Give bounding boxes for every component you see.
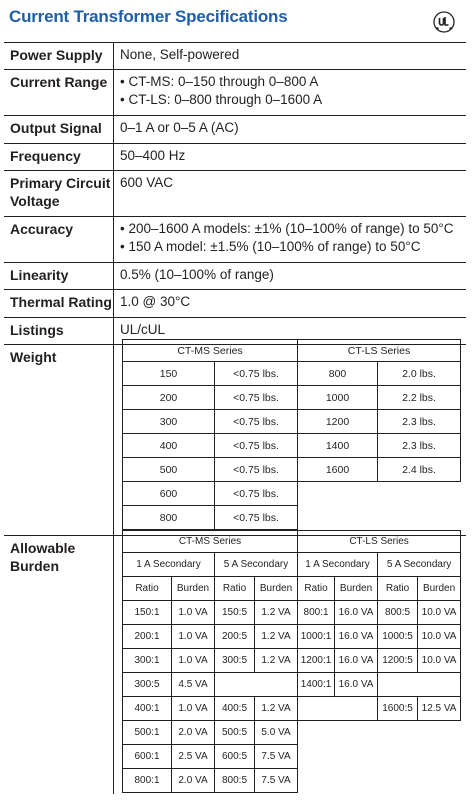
- spec-value: [114, 217, 466, 262]
- spec-line: • CT-LS: 0–800 through 0–1600 A: [120, 92, 323, 107]
- weight-cell: 150: [123, 362, 215, 386]
- weight-cell: 600: [123, 482, 215, 506]
- burden-cell: 1000:5: [378, 625, 418, 649]
- weight-cell: 2.2 lbs.: [378, 386, 461, 410]
- weight-table: [122, 339, 461, 530]
- burden-ms-header: CT-MS Series: [123, 531, 298, 553]
- page-title: Current Transformer Specifications: [9, 7, 288, 26]
- weight-cell: <0.75 lbs.: [215, 434, 298, 458]
- weight-cell: 500: [123, 458, 215, 482]
- burden-cell: 2.5 VA: [172, 745, 215, 769]
- spec-row: [4, 290, 466, 318]
- spec-label: [4, 536, 114, 794]
- table-row: [123, 601, 461, 625]
- spec-label: Frequency: [4, 144, 114, 170]
- burden-column-header: Burden: [172, 577, 215, 601]
- spec-line: UL/cUL: [120, 322, 166, 337]
- table-row: [123, 721, 461, 745]
- table-row: [123, 482, 461, 506]
- burden-cell: 1.2 VA: [255, 625, 298, 649]
- burden-cell: 10.0 VA: [418, 601, 461, 625]
- weight-cell: 1400: [298, 434, 378, 458]
- ratio-column-header: Ratio: [298, 577, 335, 601]
- burden-cell: 600:5: [215, 745, 255, 769]
- table-row: [123, 506, 461, 530]
- spec-label: Accuracy: [4, 217, 114, 262]
- spec-row: [4, 263, 466, 290]
- burden-column-header: Burden: [418, 577, 461, 601]
- spec-row: [4, 217, 466, 263]
- spec-label: Power Supply: [4, 43, 114, 69]
- burden-cell: 300:5: [215, 649, 255, 673]
- spec-value: [114, 290, 466, 317]
- spec-row: [4, 70, 466, 116]
- table-row: [123, 649, 461, 673]
- burden-ls-header: CT-LS Series: [298, 531, 461, 553]
- burden-cell: 1400:1: [298, 673, 335, 697]
- burden-cell: 1.0 VA: [172, 697, 215, 721]
- weight-cell: 2.3 lbs.: [378, 434, 461, 458]
- weight-ms-header: CT-MS Series: [123, 340, 298, 362]
- burden-cell: 1000:1: [298, 625, 335, 649]
- burden-label-line: Allowable: [10, 540, 76, 556]
- burden-cell: 7.5 VA: [255, 745, 298, 769]
- burden-cell: 1600:5: [378, 697, 418, 721]
- weight-cell: <0.75 lbs.: [215, 362, 298, 386]
- burden-cell: 800:5: [378, 601, 418, 625]
- empty-cell: [298, 745, 461, 769]
- burden-cell: 150:5: [215, 601, 255, 625]
- spec-line: • 200–1600 A models: ±1% (10–100% of range) to 50°C: [120, 221, 454, 236]
- spec-line: • CT-MS: 0–150 through 0–800 A: [120, 74, 319, 89]
- spec-row: [4, 43, 466, 70]
- spec-value: [114, 263, 466, 289]
- burden-cell: 16.0 VA: [335, 625, 378, 649]
- spec-value: [114, 116, 466, 143]
- weight-cell: 2.0 lbs.: [378, 362, 461, 386]
- table-row: [123, 769, 461, 793]
- empty-cell: [378, 673, 461, 697]
- spec-row: [4, 144, 466, 171]
- burden-cell: 2.0 VA: [172, 769, 215, 793]
- spec-label: Thermal Rating: [4, 290, 114, 317]
- table-row: [123, 673, 461, 697]
- weight-ls-header: CT-LS Series: [298, 340, 461, 362]
- burden-cell: 1.2 VA: [255, 601, 298, 625]
- ms-1a-secondary-header: 1 A Secondary: [123, 553, 215, 577]
- weight-cell: <0.75 lbs.: [215, 458, 298, 482]
- empty-cell: [298, 697, 378, 721]
- spec-value: [114, 70, 466, 115]
- spec-label: Listings: [4, 318, 114, 344]
- weight-cell: 1200: [298, 410, 378, 434]
- burden-cell: 10.0 VA: [418, 625, 461, 649]
- empty-cell: [378, 506, 461, 530]
- burden-column-header: Burden: [335, 577, 378, 601]
- weight-cell: <0.75 lbs.: [215, 410, 298, 434]
- table-row: [123, 697, 461, 721]
- weight-cell: 1000: [298, 386, 378, 410]
- burden-table: [122, 530, 461, 793]
- burden-cell: 1200:5: [378, 649, 418, 673]
- spec-label: Output Signal: [4, 116, 114, 143]
- spec-value: [114, 171, 466, 216]
- weight-cell: 300: [123, 410, 215, 434]
- weight-cell: 200: [123, 386, 215, 410]
- burden-cell: 16.0 VA: [335, 601, 378, 625]
- ul-listed-logo-icon: [433, 11, 455, 33]
- table-row: [123, 386, 461, 410]
- empty-cell: [298, 506, 378, 530]
- ratio-column-header: Ratio: [378, 577, 418, 601]
- burden-cell: 1.0 VA: [172, 625, 215, 649]
- spec-line: 50–400 Hz: [120, 148, 186, 163]
- burden-cell: 500:5: [215, 721, 255, 745]
- burden-cell: 16.0 VA: [335, 649, 378, 673]
- empty-cell: [378, 482, 461, 506]
- weight-cell: <0.75 lbs.: [215, 482, 298, 506]
- spec-line: 0.5% (10–100% of range): [120, 267, 274, 282]
- burden-cell: 150:1: [123, 601, 172, 625]
- spec-value: [114, 144, 466, 170]
- spec-label: Linearity: [4, 263, 114, 289]
- spec-line: None, Self-powered: [120, 47, 240, 62]
- burden-cell: 4.5 VA: [172, 673, 215, 697]
- burden-cell: 800:1: [123, 769, 172, 793]
- burden-cell: 200:1: [123, 625, 172, 649]
- spec-line: • 150 A model: ±1.5% (10–100% of range) to 50°C: [120, 239, 421, 254]
- table-row: [123, 458, 461, 482]
- burden-cell: 1.0 VA: [172, 601, 215, 625]
- spec-line: 1.0 @ 30°C: [120, 294, 191, 309]
- empty-cell: [298, 482, 378, 506]
- weight-cell: <0.75 lbs.: [215, 386, 298, 410]
- empty-cell: [298, 721, 461, 745]
- burden-cell: 7.5 VA: [255, 769, 298, 793]
- ls-5a-secondary-header: 5 A Secondary: [378, 553, 461, 577]
- burden-cell: 12.5 VA: [418, 697, 461, 721]
- spec-label: Weight: [4, 345, 114, 535]
- table-row: [123, 362, 461, 386]
- burden-cell: 500:1: [123, 721, 172, 745]
- spec-label: Primary Circuit Voltage: [4, 171, 114, 216]
- burden-cell: 600:1: [123, 745, 172, 769]
- weight-cell: 800: [298, 362, 378, 386]
- table-row: [123, 434, 461, 458]
- burden-cell: 1.2 VA: [255, 697, 298, 721]
- ls-1a-secondary-header: 1 A Secondary: [298, 553, 378, 577]
- burden-cell: 200:5: [215, 625, 255, 649]
- spec-row: [4, 116, 466, 144]
- burden-cell: 800:1: [298, 601, 335, 625]
- burden-cell: 800:5: [215, 769, 255, 793]
- weight-cell: 800: [123, 506, 215, 530]
- table-row: [123, 625, 461, 649]
- ms-5a-secondary-header: 5 A Secondary: [215, 553, 298, 577]
- weight-cell: 2.3 lbs.: [378, 410, 461, 434]
- table-row: [123, 410, 461, 434]
- ratio-column-header: Ratio: [123, 577, 172, 601]
- weight-cell: 400: [123, 434, 215, 458]
- weight-cell: 2.4 lbs.: [378, 458, 461, 482]
- burden-cell: 1.2 VA: [255, 649, 298, 673]
- empty-cell: [215, 673, 298, 697]
- burden-cell: 5.0 VA: [255, 721, 298, 745]
- spec-line: 600 VAC: [120, 175, 174, 190]
- burden-cell: 300:1: [123, 649, 172, 673]
- burden-cell: 2.0 VA: [172, 721, 215, 745]
- burden-cell: 1.0 VA: [172, 649, 215, 673]
- spec-value: [114, 43, 466, 69]
- empty-cell: [298, 769, 461, 793]
- spec-label: Current Range: [4, 70, 114, 115]
- weight-cell: 1600: [298, 458, 378, 482]
- burden-cell: 16.0 VA: [335, 673, 378, 697]
- table-row: [123, 745, 461, 769]
- burden-cell: 300:5: [123, 673, 172, 697]
- burden-cell: 1200:1: [298, 649, 335, 673]
- weight-cell: <0.75 lbs.: [215, 506, 298, 530]
- ratio-column-header: Ratio: [215, 577, 255, 601]
- burden-cell: 400:1: [123, 697, 172, 721]
- burden-cell: 400:5: [215, 697, 255, 721]
- burden-column-header: Burden: [255, 577, 298, 601]
- spec-row: [4, 171, 466, 217]
- burden-label-line: Burden: [10, 558, 59, 574]
- spec-line: 0–1 A or 0–5 A (AC): [120, 120, 239, 135]
- burden-cell: 10.0 VA: [418, 649, 461, 673]
